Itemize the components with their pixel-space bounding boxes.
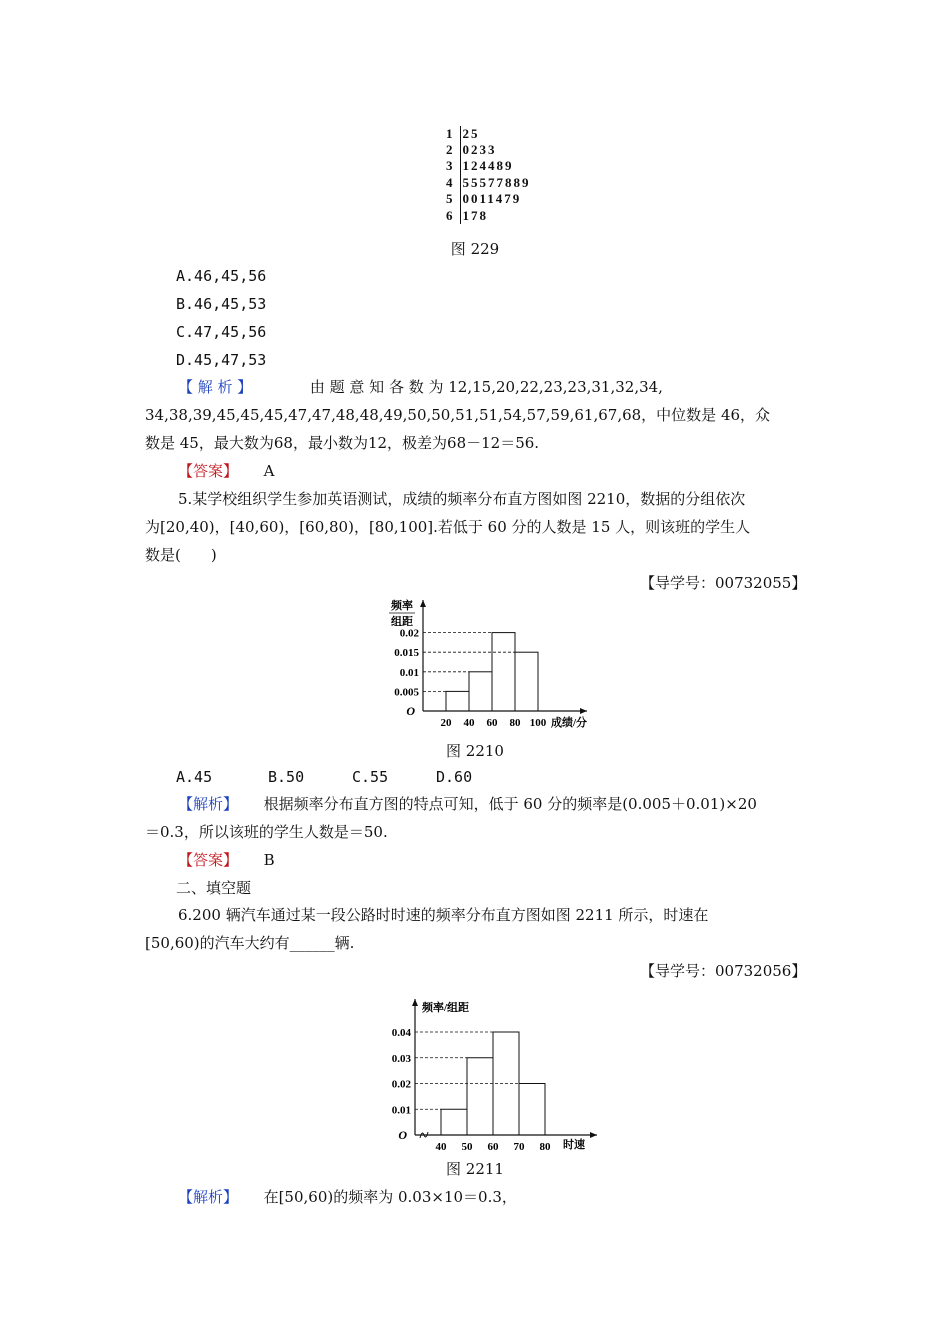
- stem-row: [446, 142, 497, 158]
- analysis-paragraph: [178, 377, 663, 397]
- y-axis-label: 组距: [391, 616, 413, 628]
- stem: 1: [446, 126, 455, 141]
- question-text: 为[20,40)，[40,60)，[60,80)，[80,100].若低于 60 分的人数是 15 人，则该班的学生人: [145, 518, 751, 536]
- analysis-text: 根据频率分布直方图的特点可知，低于 60 分的频率是(0.005＋0.01)×20: [263, 795, 757, 813]
- question-text: 6.200 辆汽车通过某一段公路时时速的频率分布直方图如图 2211 所示，时速在: [178, 906, 709, 924]
- x-tick-label: 50: [461, 1141, 473, 1152]
- x-axis-arrow: [590, 1132, 597, 1138]
- figure-caption: 图 2210: [446, 742, 504, 760]
- analysis-label: 【解析】: [178, 795, 239, 813]
- guide-number: 【导学号：00732055】: [640, 574, 807, 592]
- origin-label: O: [398, 1128, 407, 1142]
- x-tick-label: 60: [486, 717, 498, 729]
- leaves: 0233: [462, 142, 497, 157]
- y-tick-label: 0.01: [399, 666, 419, 679]
- histogram-bar: [492, 633, 515, 711]
- leaves: 55577889: [462, 175, 531, 190]
- x-tick-label: 100: [529, 717, 547, 729]
- x-axis-label: 成绩/分: [551, 717, 588, 729]
- analysis-text: 由 题 意 知 各 数 为 12,15,20,22,23,23,31,32,34,: [309, 378, 663, 396]
- stem-row: [446, 126, 480, 142]
- stem: 4: [446, 175, 455, 190]
- analysis-text: 数是 45，最大数为68，最小数为12，极差为68－12＝56.: [145, 434, 540, 452]
- x-tick-label: 80: [539, 1141, 551, 1152]
- analysis-paragraph: [178, 794, 757, 814]
- answer-value: B: [263, 851, 275, 869]
- y-axis-arrow: [412, 999, 418, 1006]
- option-c: C.47,45,56: [176, 323, 267, 341]
- stem: 5: [446, 191, 455, 206]
- section-heading: 二、填空题: [176, 879, 252, 897]
- stem-row: [446, 158, 514, 174]
- analysis-text: ＝0.3，所以该班的学生人数是＝50.: [145, 823, 388, 841]
- option-d: D.60: [436, 768, 473, 786]
- y-tick-label: 0.01: [391, 1104, 411, 1117]
- analysis-paragraph: [178, 1187, 517, 1207]
- stem-row: [446, 208, 488, 224]
- answer-value: A: [263, 462, 275, 480]
- stem-row: [446, 191, 521, 207]
- option-c: C.55: [352, 768, 389, 786]
- leaves: 178: [462, 208, 488, 223]
- histogram-2211: [375, 996, 605, 1152]
- analysis-label: 【 解 析 】: [178, 378, 253, 396]
- x-axis-label: 时速: [563, 1139, 585, 1151]
- x-axis-arrow: [580, 708, 587, 714]
- figure-caption: 图 229: [450, 240, 500, 258]
- question-text: [50,60)的汽车大约有______辆.: [145, 934, 355, 952]
- leaves: 124489: [462, 158, 514, 173]
- x-tick-label: 70: [513, 1141, 525, 1152]
- y-axis-arrow: [420, 600, 426, 607]
- histogram-bar: [519, 1084, 545, 1136]
- y-tick-label: 0.005: [394, 686, 419, 699]
- option-b: B.50: [268, 768, 305, 786]
- option-a: A.46,45,56: [176, 267, 267, 285]
- stem: 2: [446, 142, 455, 157]
- x-tick-label: 80: [509, 717, 521, 729]
- stem: 3: [446, 158, 455, 173]
- histogram-bar: [469, 672, 492, 711]
- y-tick-label: 0.03: [391, 1052, 411, 1065]
- y-tick-label: 0.04: [391, 1027, 411, 1039]
- histogram-2210: [355, 596, 605, 732]
- origin-label: O: [406, 704, 415, 718]
- option-d: D.45,47,53: [176, 351, 267, 369]
- x-tick-label: 40: [435, 1141, 447, 1152]
- analysis-label: 【解析】: [178, 1188, 239, 1206]
- question-text: 数是( ): [145, 546, 217, 564]
- histogram-bar: [467, 1058, 493, 1135]
- answer-line: [178, 461, 274, 481]
- y-axis-label: 频率/组距: [422, 1002, 470, 1014]
- option-b: B.46,45,53: [176, 295, 267, 313]
- x-tick-label: 40: [463, 717, 475, 729]
- question-text: 5.某学校组织学生参加英语测试，成绩的频率分布直方图如图 2210，数据的分组依次: [178, 490, 746, 508]
- y-axis-label: 频率: [391, 600, 413, 612]
- axis-break: [420, 1132, 428, 1138]
- leaves: 0011479: [462, 191, 522, 206]
- answer-label: 【答案】: [178, 462, 239, 480]
- figure-caption: 图 2211: [446, 1160, 504, 1178]
- y-tick-label: 0.02: [391, 1078, 411, 1091]
- stem-row: [446, 175, 531, 191]
- histogram-bar: [446, 691, 469, 711]
- x-tick-label: 60: [487, 1141, 499, 1152]
- y-tick-label: 0.02: [399, 627, 419, 640]
- guide-number: 【导学号：00732056】: [640, 962, 807, 980]
- stem: 6: [446, 208, 455, 223]
- leaves: 25: [462, 126, 480, 141]
- analysis-text: 在[50,60)的频率为 0.03×10＝0.3，: [263, 1188, 517, 1206]
- y-tick-label: 0.015: [394, 647, 419, 660]
- answer-label: 【答案】: [178, 851, 239, 869]
- x-tick-label: 20: [440, 717, 452, 729]
- option-a: A.45: [176, 768, 213, 786]
- answer-line: [178, 850, 275, 870]
- analysis-text: 34,38,39,45,45,45,47,47,48,48,49,50,50,51,51,54,57,59,61,67,68，中位数是 46，众: [145, 406, 771, 424]
- histogram-bar: [515, 652, 538, 711]
- histogram-bar: [441, 1109, 467, 1135]
